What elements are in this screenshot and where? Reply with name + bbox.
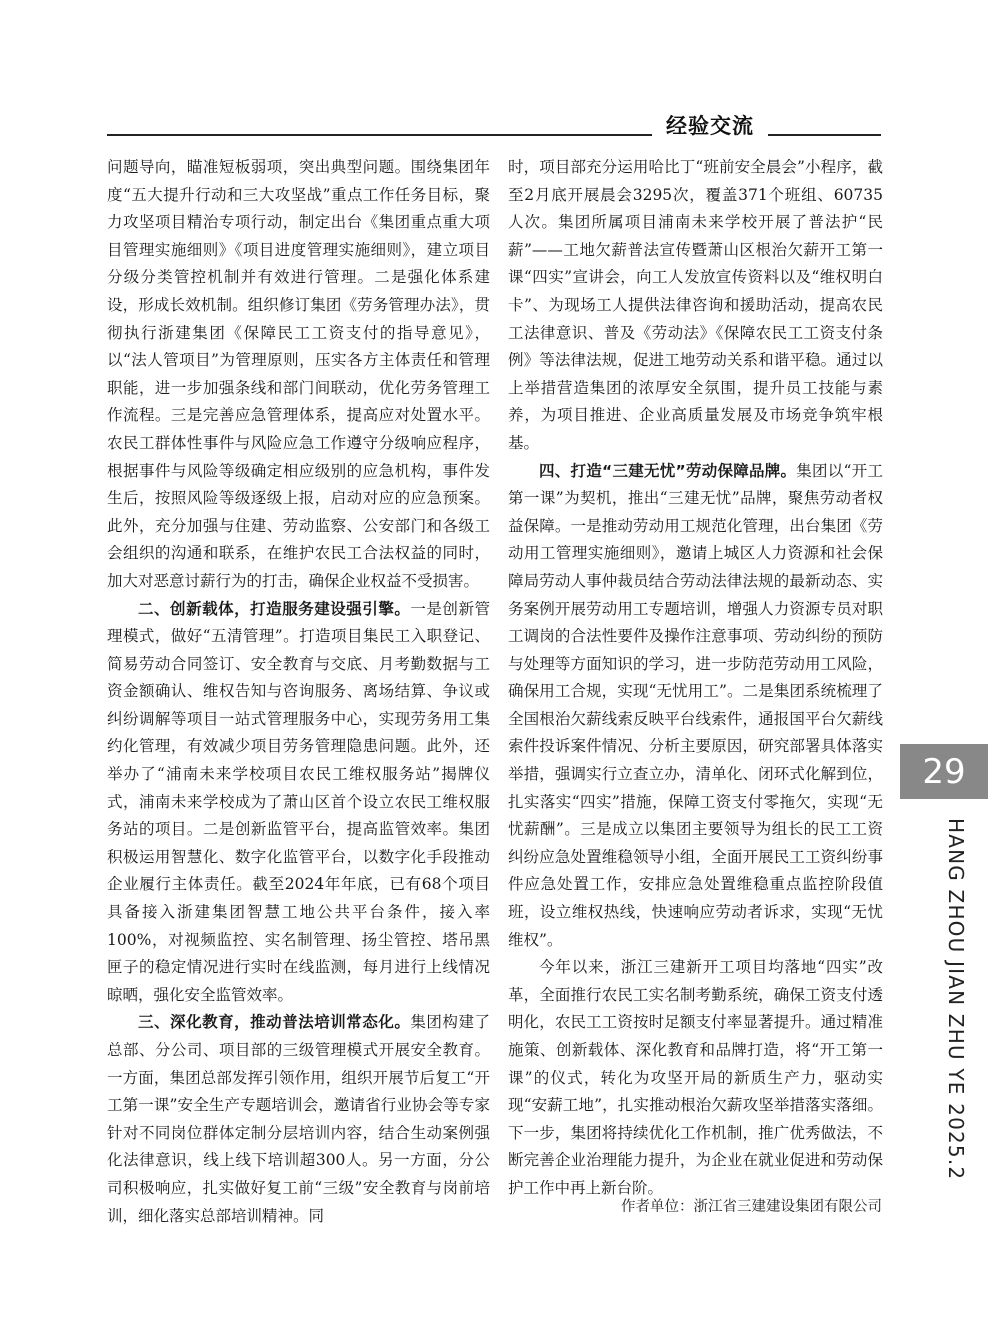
left-column [107, 154, 490, 1230]
paragraph: 时，项目部充分运用哈比丁“班前安全晨会”小程序，截至2月底开展晨会3295次，覆盖371个班组、60735人次。集团所属项目浦南未来学校开展了普法护“民薪”——工地欠薪普法宣传暨萧山区根治欠薪开工第一课“四实”宣讲会，向工人发放宣传资料以及“维权明白卡”、为现场工人提供法律咨询和援助活动，提高农民工法律意识、普及《劳动法》《保障农民工工资支付条例》等法律法规，促进工地劳动关系和谐平稳。通过以上举措营造集团的浓厚安全氛围，提升员工技能与素养，为项目推进、企业高质量发展及市场竞争筑牢根基。 [508, 158, 883, 452]
paragraph-body: 集团构建了总部、分公司、项目部的三级管理模式开展安全教育。一方面，集团总部发挥引领作用，组织开展节后复工“开工第一课”安全生产专题培训会，邀请省行业协会等专家针对不同岗位群体定制分层培训内容，结合生动案例强化法律意识，线上线下培训超300人。另一方面，分公司积极响应，扎实做好复工前“三级”安全教育与岗前培训，细化落实总部培训精神。同 [107, 1013, 490, 1225]
right-column [508, 154, 883, 1203]
paragraph-body: 集团以“开工第一课”为契机，推出“三建无忧”品牌，聚焦劳动者权益保障。一是推动劳动用工规范化管理，出台集团《劳动用工管理实施细则》，邀请上城区人力资源和社会保障局劳动人事仲裁员结合劳动法律法规的最新动态、实务案例开展劳动用工专题培训，增强人力资源专员对职工调岗的合法性要件及操作注意事项、劳动纠纷的预防与处理等方面知识的学习，进一步防范劳动用工风险，确保用工合规，实现“无忧用工”。二是集团系统梳理了全国根治欠薪线索反映平台线索件，通报国平台欠薪线索件投诉案件情况、分析主要原因，研究部署具体落实举措，强调实行立查立办，清单化、闭环式化解到位，扎实落实“四实”措施，保障工资支付零拖欠，实现“无忧薪酬”。三是成立以集团主要领导为组长的民工工资纠纷应急处置维稳领导小组，全面开展民工工资纠纷事件应急处置工作，安排应急处置维稳重点监控阶段值班，设立维权热线，快速响应劳动者诉求，实现“无忧维权”。 [508, 461, 883, 949]
author-affiliation: 作者单位：浙江省三建建设集团有限公司 [621, 1199, 882, 1215]
section-heading: 四、打造“三建无忧”劳动保障品牌。 [539, 461, 797, 480]
section-heading: 三、深化教育，推动普法培训常态化。 [138, 1013, 411, 1032]
section-title: 经验交流 [666, 114, 754, 138]
paragraph [107, 1009, 490, 1230]
section-heading: 二、创新载体，打造服务建设强引擎。 [138, 599, 411, 618]
page-number-tab [900, 744, 988, 799]
paragraph-body: 一是创新管理模式，做好“五清管理”。打造项目集民工入职登记、简易劳动合同签订、安全教育与交底、月考勤数据与工资金额确认、维权告知与咨询服务、离场结算、争议或纠纷调解等项目一站式管理服务中心，实现劳务用工集约化管理，有效减少项目劳务管理隐患问题。此外，还举办了“浦南未来学校项目农民工维权服务站”揭牌仪式，浦南未来学校成为了萧山区首个设立农民工维权服务站的项目。二是创新监管平台，提高监管效率。集团积极运用智慧化、数字化监管平台，以数字化手段推动企业履行主体责任。截至2024年年底，已有68个项目具备接入浙建集团智慧工地公共平台条件，接入率100%，对视频监控、实名制管理、扬尘管控、塔吊黑匣子的稳定情况进行实时在线监测，每月进行上线情况晾晒，强化安全监管效率。 [107, 599, 490, 1004]
paragraph: 问题导向，瞄准短板弱项，突出典型问题。围绕集团年度“五大提升行动和三大攻坚战”重点工作任务目标，聚力攻坚项目精治专项行动，制定出台《集团重点重大项目管理实施细则》《项目进度管理实施细则》，建立项目分级分类管控机制并有效进行管理。二是强化体系建设，形成长效机制。组织修订集团《劳务管理办法》，贯彻执行浙建集团《保障民工工资支付的指导意见》，以“法人管项目”为管理原则，压实各方主体责任和管理职能，进一步加强条线和部门间联动，优化劳务管理工作流程。三是完善应急管理体系，提高应对处置水平。农民工群体性事件与风险应急工作遵守分级响应程序，根据事件与风险等级确定相应级别的应急机构，事件发生后，按照风险等级逐级上报，启动对应的应急预案。此外，充分加强与住建、劳动监察、公安部门和各级工会组织的沟通和联系，在维护农民工合法权益的同时，加大对恶意讨薪行为的打击，确保企业权益不受损害。 [107, 158, 490, 590]
paragraph: 今年以来，浙江三建新开工项目均落地“四实”改革，全面推行农民工实名制考勤系统，确保工资支付透明化，农民工工资按时足额支付率显著提升。通过精准施策、创新载体、深化教育和品牌打造，将“开工第一课”的仪式，转化为攻坚开局的新质生产力，驱动实现“安薪工地”，扎实推动根治欠薪攻坚举措落实落细。下一步，集团将持续优化工作机制，推广优秀做法，不断完善企业治理能力提升，为企业在就业促进和劳动保护工作中再上新台阶。 [508, 958, 883, 1197]
paragraph [508, 458, 883, 955]
journal-name: HANG ZHOU JIAN ZHU YE 2025.2 [944, 818, 968, 1181]
header-rule-right [768, 134, 881, 136]
page-number: 29 [922, 751, 966, 792]
paragraph [107, 596, 490, 1010]
header-rule-left [107, 134, 652, 136]
